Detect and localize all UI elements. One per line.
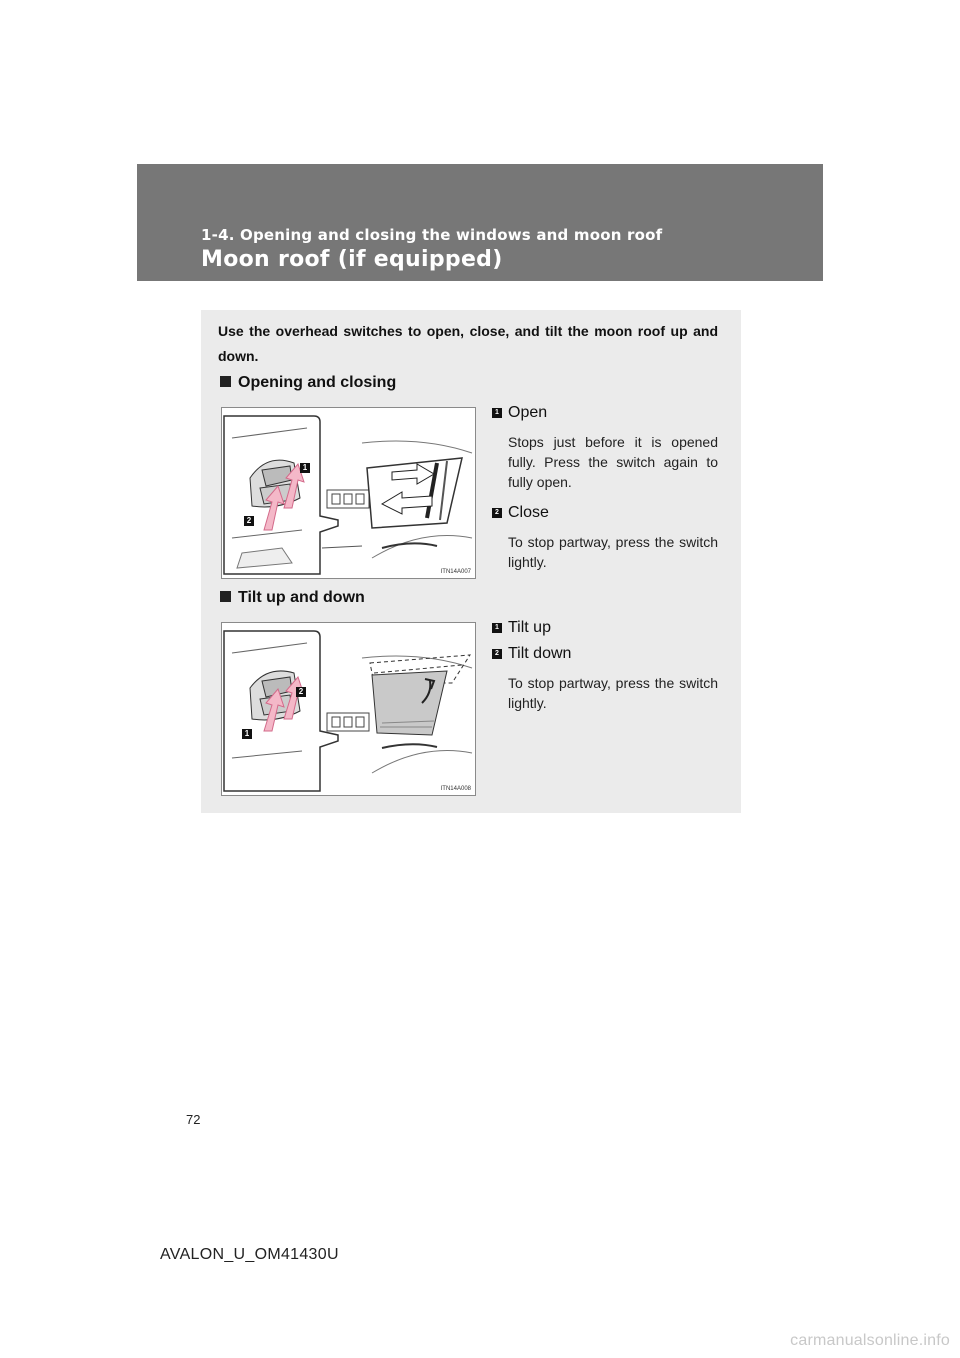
figure-code: ITN14A008 — [440, 786, 471, 792]
intro-text: Use the overhead switches to open, close, and tilt the moon roof up and down. — [218, 323, 718, 364]
subheading-text: Opening and closing — [238, 374, 397, 391]
step-description: To stop partway, press the switch lightly. — [508, 675, 718, 711]
steps-tilt — [492, 617, 718, 723]
square-bullet-icon — [220, 591, 231, 602]
subheading-tilt — [220, 589, 365, 607]
subheading-text: Tilt up and down — [238, 589, 365, 606]
moon-roof-open-close-illustration — [222, 408, 475, 578]
figure-code: ITN14A007 — [440, 569, 471, 575]
document-id: AVALON_U_OM41430U — [160, 1246, 339, 1263]
callout-2: 2 — [244, 516, 254, 526]
page-title: Moon roof (if equipped) — [201, 247, 503, 272]
figure-tilt — [221, 622, 476, 796]
watermark: carmanualsonline.info — [790, 1332, 950, 1349]
step-number-badge: 2 — [492, 649, 502, 659]
callout-1: 1 — [300, 463, 310, 473]
step-tilt-up — [492, 617, 718, 641]
step-number-badge: 1 — [492, 408, 502, 418]
moon-roof-tilt-illustration — [222, 623, 475, 795]
step-title-text: Close — [508, 504, 549, 521]
steps-opening-closing — [492, 402, 718, 582]
step-tilt-down — [492, 643, 718, 667]
section-label: 1-4. Opening and closing the windows and moon roof — [201, 226, 663, 244]
step-number-badge: 2 — [492, 508, 502, 518]
header-band — [137, 164, 823, 281]
subheading-opening-closing — [220, 374, 396, 392]
figure-opening-closing — [221, 407, 476, 579]
step-description: Stops just before it is opened fully. Press the switch again to fully open. — [508, 434, 718, 490]
step-title-text: Tilt up — [508, 619, 551, 636]
square-bullet-icon — [220, 376, 231, 387]
step-close — [492, 502, 718, 526]
step-title-text: Tilt down — [508, 645, 572, 662]
step-number-badge: 1 — [492, 623, 502, 633]
step-open — [492, 402, 718, 426]
content-box — [201, 310, 741, 813]
step-title-text: Open — [508, 404, 548, 421]
page-number: 72 — [186, 1112, 201, 1127]
step-description: To stop partway, press the switch lightly. — [508, 534, 718, 570]
callout-2: 2 — [296, 687, 306, 697]
callout-1: 1 — [242, 729, 252, 739]
